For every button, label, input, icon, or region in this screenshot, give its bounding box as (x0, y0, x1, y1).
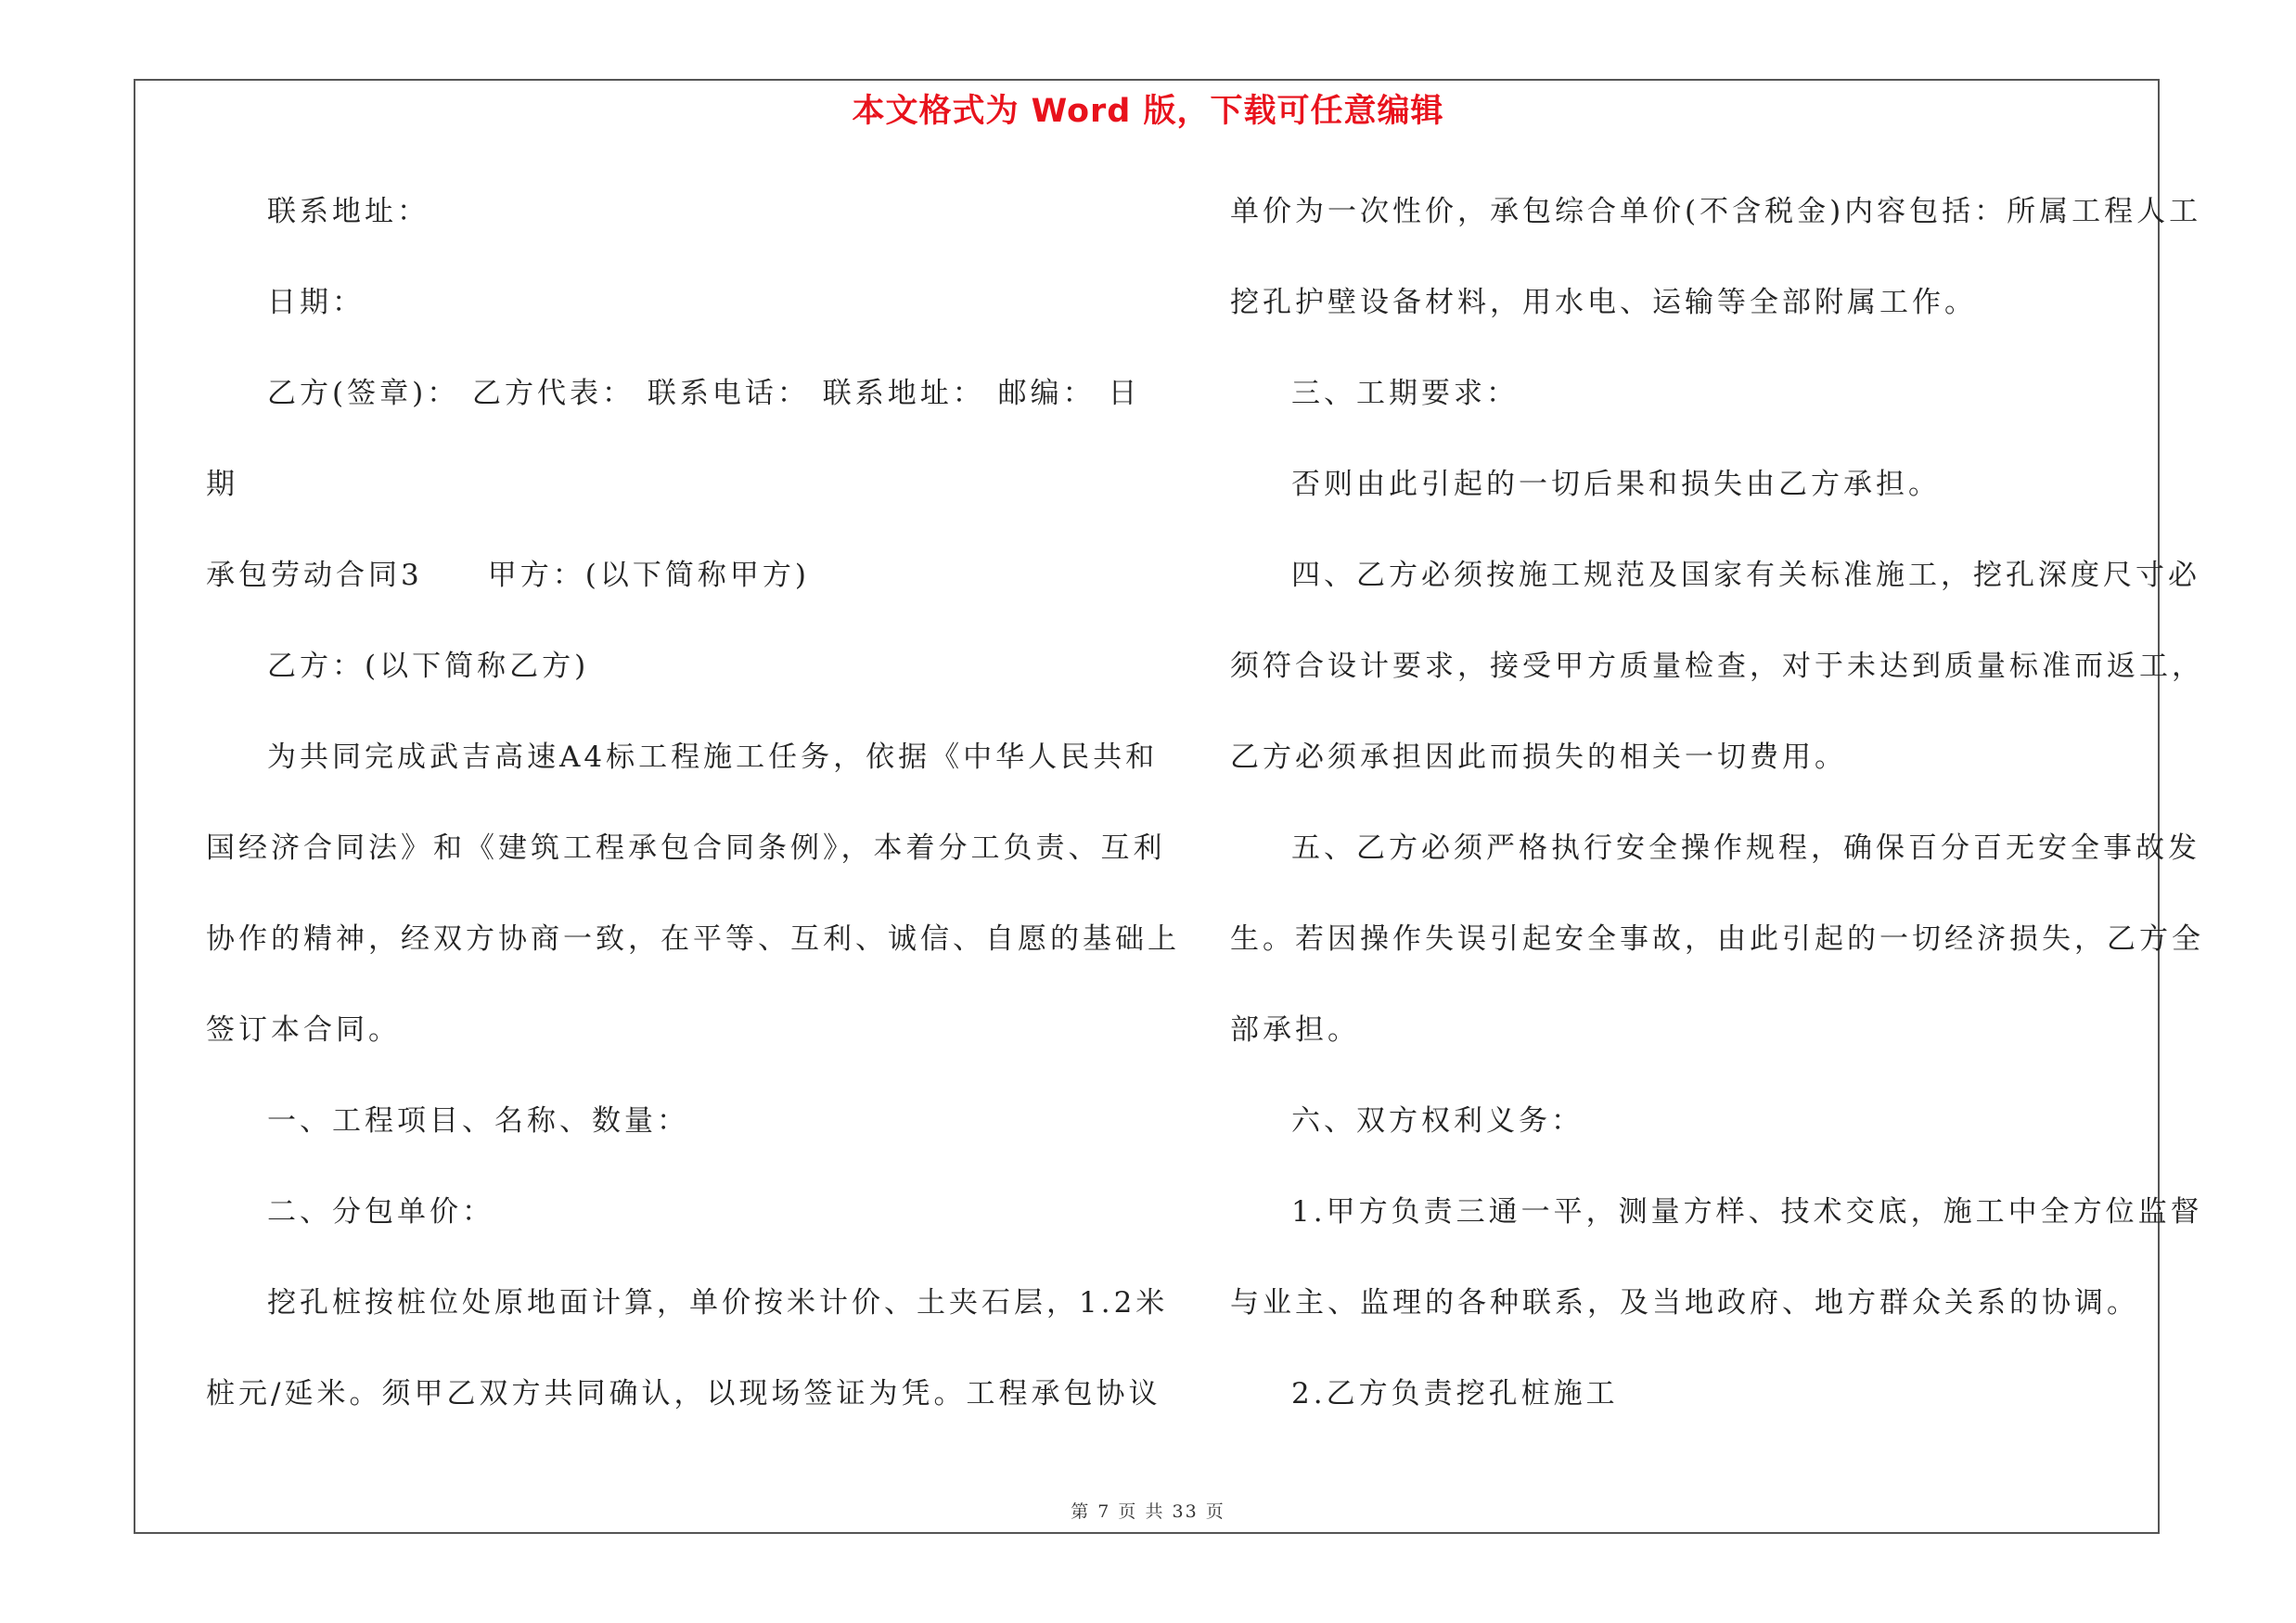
text-line: 四、乙方必须按施工规范及国家有关标准施工，挖孔深度尺寸必 (1291, 559, 2200, 592)
text-line: 三、工期要求： (1291, 377, 1519, 410)
text-line: 生。若因操作失误引起安全事故，由此引起的一切经济损失，乙方全 (1230, 922, 2204, 956)
text-line: 协作的精神，经双方协商一致，在平等、互利、诚信、自愿的基础上 (206, 922, 1180, 956)
text-line: 联系地址： (267, 195, 430, 228)
text-line: 签订本合同。 (206, 1013, 401, 1047)
text-line: 须符合设计要求，接受甲方质量检查，对于未达到质量标准而返工， (1230, 650, 2204, 683)
text-line: 五、乙方必须严格执行安全操作规程，确保百分百无安全事故发 (1291, 831, 2200, 865)
text-line: 与业主、监理的各种联系，及当地政府、地方群众关系的协调。 (1230, 1286, 2139, 1320)
text-line: 单价为一次性价，承包综合单价(不含税金)内容包括：所属工程人工 (1230, 195, 2202, 228)
text-line: 挖孔护壁设备材料，用水电、运输等全部附属工作。 (1230, 286, 1977, 319)
text-line: 1.甲方负责三通一平，测量方样、技术交底，施工中全方位监督 (1291, 1195, 2203, 1229)
text-line: 乙方：(以下简称乙方) (267, 650, 590, 683)
text-line: 承包劳动合同3 甲方：(以下简称甲方) (206, 559, 810, 592)
text-line: 挖孔桩按桩位处原地面计算，单价按米计价、土夹石层，1.2米 (267, 1286, 1169, 1320)
text-line: 否则由此引起的一切后果和损失由乙方承担。 (1291, 468, 1941, 501)
text-line: 期 (206, 468, 238, 501)
text-line: 为共同完成武吉高速A4标工程施工任务，依据《中华人民共和 (267, 741, 1159, 774)
page-number: 第 7 页 共 33 页 (1071, 1501, 1225, 1522)
text-line: 乙方必须承担因此而损失的相关一切费用。 (1230, 741, 1847, 774)
text-line: 桩元/延米。须甲乙双方共同确认，以现场签证为凭。工程承包协议 (206, 1377, 1161, 1410)
text-line: 乙方(签章)： 乙方代表： 联系电话： 联系地址： 邮编： 日 (267, 377, 1141, 410)
text-line: 二、分包单价： (267, 1195, 494, 1229)
text-line: 国经济合同法》和《建筑工程承包合同条例》，本着分工负责、互利 (206, 831, 1166, 865)
text-line: 日期： (267, 286, 365, 319)
format-notice-banner: 本文格式为 Word 版，下载可任意编辑 (852, 93, 1444, 130)
text-line: 一、工程项目、名称、数量： (267, 1104, 689, 1138)
text-line: 六、双方权利义务： (1291, 1104, 1584, 1138)
text-line: 部承担。 (1230, 1013, 1360, 1047)
text-line: 2.乙方负责挖孔桩施工 (1291, 1377, 1619, 1410)
